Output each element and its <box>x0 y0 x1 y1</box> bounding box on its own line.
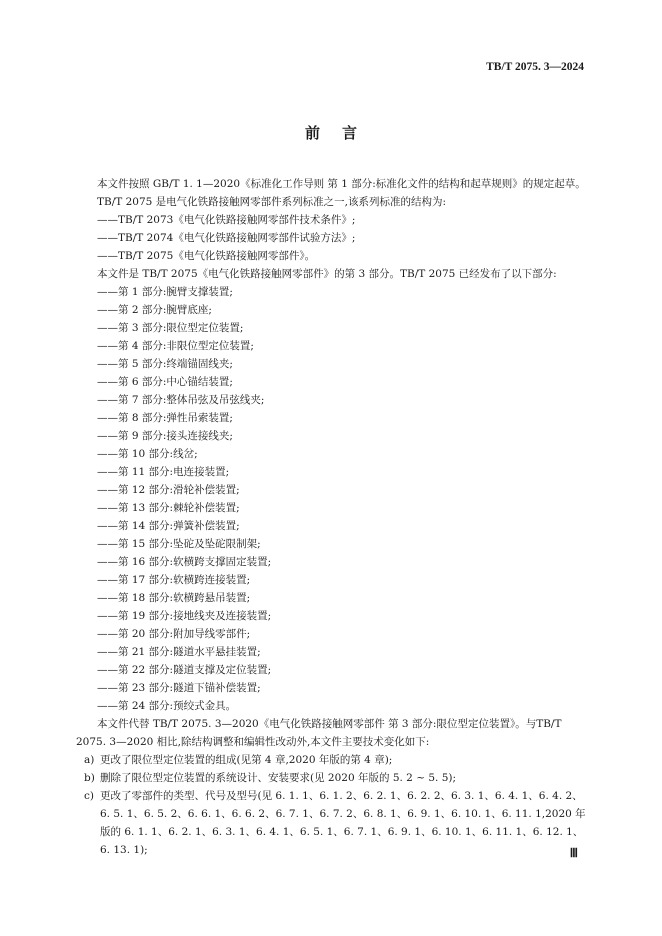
part-item: ——第 20 部分:附加导线零部件; <box>97 628 251 640</box>
change-text: 更改了零部件的类型、代号及型号(见 6. 1. 1、6. 1. 2、6. 2. 1、6. 2. 2、6. 3. 1、6. 4. 1、6. 4. 2、6. 5. 1、6. 5. 2、6. 6. 1、6. 6. 2、6. 7. 1、6. 7. 2、6. 8. 1、6. 9. 1、6. 10. 1、6. 11. 1,2020 年版的 6. 1. 1、6. 2. 1、6. 3. 1、6. 4. 1、6. 5. 1、6. 7. 1、6. 9. 1、6. 10. 1、6. 11. 1、6. 12. 1、6. 13. 1); <box>100 790 586 856</box>
part-item: ——第 17 部分:软横跨连接装置; <box>97 574 251 586</box>
part-item: ——第 13 部分:棘轮补偿装置; <box>97 502 240 514</box>
part-item: ——第 6 部分:中心锚结装置; <box>97 376 233 388</box>
part-item: ——第 18 部分:软横跨悬吊装置; <box>97 592 251 604</box>
change-item <box>76 751 590 769</box>
series-intro-paragraph: TB/T 2075 是电气化铁路接触网零部件系列标准之一,该系列标准的结构为: <box>97 196 447 208</box>
part-item: ——第 24 部分:预绞式金具。 <box>97 700 237 712</box>
document-code: TB/T 2075. 3—2024 <box>486 61 584 73</box>
change-item <box>76 787 590 859</box>
parts-intro-paragraph: 本文件是 TB/T 2075《电气化铁路接触网零部件》的第 3 部分。TB/T 2075 已经发布了以下部分: <box>97 268 557 280</box>
change-marker: c) <box>84 790 94 802</box>
part-item: ——第 21 部分:隧道水平悬挂装置; <box>97 646 261 658</box>
part-item: ——第 16 部分:软横跨支撑固定装置; <box>97 556 272 568</box>
change-text: 删除了限位型定位装置的系统设计、安装要求(见 2020 年版的 5. 2 ~ 5. 5); <box>100 772 457 784</box>
page-title: 前言 <box>304 124 379 142</box>
part-item: ——第 5 部分:终端锚固线夹; <box>97 358 233 370</box>
part-item: ——第 8 部分:弹性吊索装置; <box>97 412 233 424</box>
change-text: 更改了限位型定位装置的组成(见第 4 章,2020 年版的第 4 章); <box>100 754 393 766</box>
part-item: ——第 7 部分:整体吊弦及吊弦线夹; <box>97 394 265 406</box>
part-item: ——第 15 部分:坠砣及坠砣限制架; <box>97 538 261 550</box>
part-item: ——第 3 部分:限位型定位装置; <box>97 322 244 334</box>
replacement-paragraph: 本文件代替 TB/T 2075. 3—2020《电气化铁路接触网零部件 第 3 部分:限位型定位装置》。与TB/T 2075. 3—2020 相比,除结构调整和编辑性改动外,本文件主要技术变化如下: <box>76 718 562 748</box>
changes-list <box>76 751 590 859</box>
series-item: ——TB/T 2074《电气化铁路接触网零部件试验方法》; <box>97 232 356 244</box>
foreword-body <box>76 175 590 859</box>
part-item: ——第 23 部分:隧道下锚补偿装置; <box>97 682 261 694</box>
change-marker: b) <box>84 772 95 784</box>
change-item <box>76 769 590 787</box>
series-item: ——TB/T 2073《电气化铁路接触网零部件技术条件》; <box>97 214 356 226</box>
part-item: ——第 22 部分:隧道支撑及定位装置; <box>97 664 272 676</box>
part-item: ——第 19 部分:接地线夹及连接装置; <box>97 610 272 622</box>
part-item: ——第 2 部分:腕臂底座; <box>97 304 212 316</box>
part-item: ——第 11 部分:电连接装置; <box>97 466 230 478</box>
part-item: ——第 10 部分:线岔; <box>97 448 198 460</box>
part-item: ——第 14 部分:弹簧补偿装置; <box>97 520 240 532</box>
parts-list <box>76 283 590 715</box>
part-item: ——第 12 部分:滑轮补偿装置; <box>97 484 240 496</box>
part-item: ——第 9 部分:接头连接线夹; <box>97 430 233 442</box>
part-item: ——第 1 部分:腕臂支撑装置; <box>97 286 233 298</box>
part-item: ——第 4 部分:非限位型定位装置; <box>97 340 254 352</box>
change-marker: a) <box>84 754 95 766</box>
series-item: ——TB/T 2075《电气化铁路接触网零部件》。 <box>97 250 316 262</box>
page-number: Ⅲ <box>569 846 578 860</box>
drafting-rule-paragraph: 本文件按照 GB/T 1. 1—2020《标准化工作导则 第 1 部分:标准化文件的结构和起草规则》的规定起草。 <box>97 178 586 190</box>
